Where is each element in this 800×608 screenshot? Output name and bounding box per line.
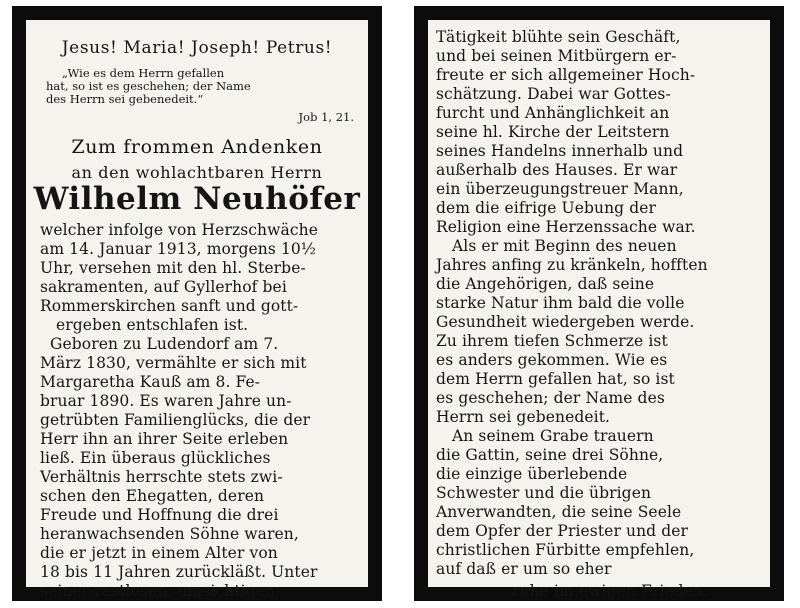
- text-line: ein überzeugungstreuer Mann,: [436, 180, 684, 198]
- deceased-name: Wilhelm Neuhöfer: [33, 181, 361, 217]
- text-line: Als er mit Beginn des neuen: [452, 237, 677, 255]
- text-line: März 1830, vermählte er sich mit: [40, 354, 307, 372]
- text-line: seine hl. Kirche der Leitstern: [436, 123, 670, 141]
- text-line: Religion eine Herzenssache war.: [436, 218, 696, 236]
- memorial-subheading: an den wohlachtbaren Herrn: [71, 163, 323, 182]
- text-line: es geschehen; der Name des: [436, 389, 665, 407]
- text-line: dem Herrn gefallen hat, so ist: [436, 370, 675, 388]
- bible-quote-line: hat, so ist es geschehen; der Name: [46, 79, 251, 93]
- text-line: starke Natur ihm bald die volle: [436, 294, 685, 312]
- prayer-card-left: [12, 6, 382, 601]
- bible-quote-line: „Wie es dem Herrn gefallen: [62, 66, 225, 80]
- text-line: freute er sich allgemeiner Hoch-: [436, 66, 696, 84]
- bible-quote-line: des Herrn sei gebenedeit.“: [46, 92, 204, 106]
- text-line: bruar 1890. Es waren Jahre un-: [40, 392, 292, 410]
- text-line: Rommerskirchen sanft und gott-: [40, 297, 299, 315]
- text-line: ließ. Ein überaus glückliches: [40, 449, 271, 467]
- text-line: An seinem Grabe trauern: [452, 427, 654, 445]
- text-line: Zu ihrem tiefen Schmerze ist: [436, 332, 668, 350]
- text-line: Anverwandten, die seine Seele: [436, 503, 682, 521]
- text-line: außerhalb des Hauses. Er war: [436, 161, 678, 179]
- text-line: schätzung. Dabei war Gottes-: [436, 85, 671, 103]
- text-line: die einzige überlebende: [436, 465, 628, 483]
- prayer-card-right: [414, 6, 784, 601]
- text-line: furcht und Anhänglichkeit an: [436, 104, 670, 122]
- text-line: Verhältnis herrschte stets zwi-: [40, 468, 283, 486]
- text-line: Geboren zu Ludendorf am 7.: [50, 335, 279, 353]
- text-line: ergeben entschlafen ist.: [56, 316, 249, 334]
- text-line: und bei seinen Mitbürgern er-: [436, 47, 677, 65]
- text-line: die Angehörigen, daß seine: [436, 275, 655, 293]
- text-line: Herrn sei gebenedeit.: [436, 408, 611, 426]
- text-line: dem Opfer der Priester und der: [436, 522, 689, 540]
- text-line: Uhr, versehen mit den hl. Sterbe-: [40, 259, 306, 277]
- invocation-header: Jesus! Maria! Joseph! Petrus!: [61, 38, 333, 58]
- bible-citation: Job 1, 21.: [298, 110, 354, 124]
- text-line: Margaretha Kauß am 8. Fe-: [40, 373, 261, 391]
- text-line: Schwester und die übrigen: [436, 484, 652, 502]
- text-line: es anders gekommen. Wie es: [436, 351, 668, 369]
- text-line: die Gattin, seine drei Söhne,: [436, 446, 664, 464]
- text-line: Freude und Hoffnung die drei: [40, 506, 279, 524]
- text-line: dem die eifrige Uebung der: [436, 199, 657, 217]
- text-line: christlichen Fürbitte empfehlen,: [436, 541, 695, 559]
- text-line: auf daß er um so eher: [436, 560, 612, 578]
- text-line: am 14. Januar 1913, morgens 10½: [40, 240, 316, 258]
- text-line: getrübten Familienglücks, die der: [40, 411, 311, 429]
- card-left-panel: [26, 20, 368, 600]
- text-line: heranwachsenden Söhne waren,: [40, 525, 299, 543]
- text-line: die er jetzt in einem Alter von: [40, 544, 278, 562]
- text-line: Jahres anfing zu kränkeln, hofften: [436, 256, 708, 274]
- text-line: sakramenten, auf Gyllerhof bei: [40, 278, 287, 296]
- closing-line: ruhe im ewigen Frieden.: [512, 582, 709, 600]
- memorial-heading: Zum frommen Andenken: [71, 136, 323, 158]
- text-line: Gesundheit wiedergeben werde.: [436, 313, 695, 331]
- text-line: seines Handelns innerhalb und: [436, 142, 684, 160]
- card-right-panel: [428, 20, 770, 600]
- text-line: 18 bis 11 Jahren zurückläßt. Unter: [40, 563, 318, 581]
- text-line: welcher infolge von Herzschwäche: [40, 221, 318, 239]
- text-line: schen den Ehegatten, deren: [40, 487, 265, 505]
- text-line: Tätigkeit blühte sein Geschäft,: [436, 28, 681, 46]
- text-line: seiner rastlosen, umsichtigen: [40, 582, 276, 600]
- text-line: Herr ihn an ihrer Seite erleben: [40, 430, 289, 448]
